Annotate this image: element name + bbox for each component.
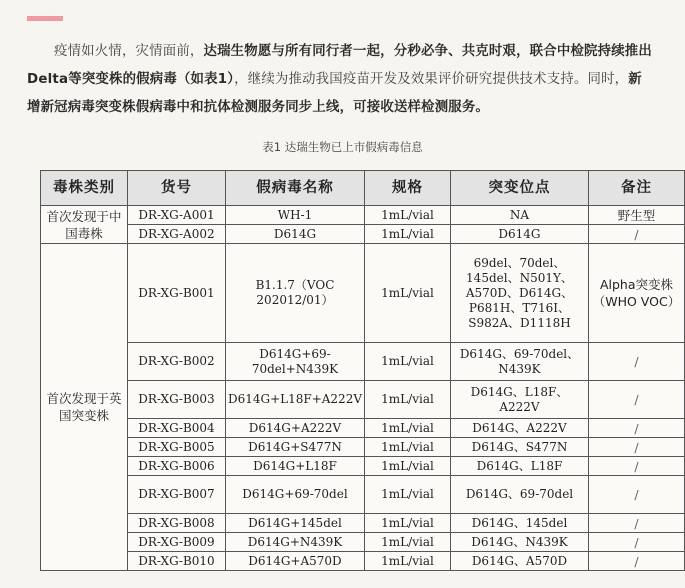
category-cell: 首次发现于英国突变株 bbox=[41, 244, 128, 571]
catalog-number-cell: DR-XG-B004 bbox=[127, 419, 225, 438]
header-remarks: 备注 bbox=[588, 171, 684, 206]
header-mutation-sites: 突变位点 bbox=[450, 171, 588, 206]
catalog-number-cell: DR-XG-B005 bbox=[127, 438, 225, 457]
table-row bbox=[41, 476, 685, 514]
accent-bar bbox=[27, 16, 63, 21]
spec-cell: 1mL/vial bbox=[365, 552, 451, 571]
spec-cell: 1mL/vial bbox=[365, 244, 451, 343]
catalog-number-cell: DR-XG-B003 bbox=[127, 381, 225, 419]
mutation-cell: 69del、70del、145del、N501Y、A570D、D614G、P681H、T716I、S982A、D1118H bbox=[450, 244, 588, 343]
pseudovirus-name-cell: D614G+A570D bbox=[225, 552, 364, 571]
table-row bbox=[41, 225, 685, 244]
catalog-number-cell: DR-XG-B010 bbox=[127, 552, 225, 571]
remark-cell: / bbox=[588, 552, 684, 571]
paragraph-bold-1: 达瑞生物愿与所有同行者一起，分秒必争、共克时艰，联合中检院持续推出Delta等突变株的假病毒（如表1） bbox=[27, 44, 652, 87]
pseudovirus-name-cell: D614G+145del bbox=[225, 514, 364, 533]
mutation-cell: D614G、69-70del bbox=[450, 476, 588, 514]
spec-cell: 1mL/vial bbox=[365, 225, 451, 244]
header-catalog-number: 货号 bbox=[127, 171, 225, 206]
table-row bbox=[41, 343, 685, 381]
table-row bbox=[41, 206, 685, 225]
table-row bbox=[41, 438, 685, 457]
header-category: 毒株类别 bbox=[41, 171, 128, 206]
catalog-number-cell: DR-XG-B002 bbox=[127, 343, 225, 381]
table-header-row bbox=[41, 171, 685, 206]
remark-cell: / bbox=[588, 457, 684, 476]
mutation-cell: D614G、N439K bbox=[450, 533, 588, 552]
catalog-number-cell: DR-XG-B009 bbox=[127, 533, 225, 552]
remark-cell: / bbox=[588, 419, 684, 438]
remark-cell: / bbox=[588, 533, 684, 552]
catalog-number-cell: DR-XG-B001 bbox=[127, 244, 225, 343]
table-row bbox=[41, 514, 685, 533]
catalog-number-cell: DR-XG-B006 bbox=[127, 457, 225, 476]
category-cell: 首次发现于中国毒株 bbox=[41, 206, 128, 244]
mutation-cell: D614G、A222V bbox=[450, 419, 588, 438]
table-row bbox=[41, 419, 685, 438]
remark-cell: 野生型 bbox=[588, 206, 684, 225]
pseudovirus-name-cell: D614G+A222V bbox=[225, 419, 364, 438]
mutation-cell: D614G、69-70del、N439K bbox=[450, 343, 588, 381]
spec-cell: 1mL/vial bbox=[365, 206, 451, 225]
pseudovirus-name-cell: D614G+69-70del+N439K bbox=[225, 343, 364, 381]
mutation-cell: D614G、S477N bbox=[450, 438, 588, 457]
pseudovirus-name-cell: D614G+N439K bbox=[225, 533, 364, 552]
remark-cell: / bbox=[588, 438, 684, 457]
spec-cell: 1mL/vial bbox=[365, 438, 451, 457]
remark-cell: / bbox=[588, 225, 684, 244]
remark-cell: / bbox=[588, 514, 684, 533]
pseudovirus-name-cell: D614G+L18F bbox=[225, 457, 364, 476]
mutation-cell: D614G、145del bbox=[450, 514, 588, 533]
spec-cell: 1mL/vial bbox=[365, 457, 451, 476]
table-caption: 表1 达瑞生物已上市假病毒信息 bbox=[262, 140, 423, 154]
mutation-cell: D614G、A570D bbox=[450, 552, 588, 571]
remark-cell: Alpha突变株（WHO VOC） bbox=[588, 244, 684, 343]
pseudovirus-table bbox=[40, 170, 685, 571]
mutation-cell: D614G bbox=[450, 225, 588, 244]
header-spec: 规格 bbox=[365, 171, 451, 206]
catalog-number-cell: DR-XG-A001 bbox=[127, 206, 225, 225]
pseudovirus-name-cell: D614G+L18F+A222V bbox=[225, 381, 364, 419]
table-row bbox=[41, 244, 685, 343]
table-row bbox=[41, 533, 685, 552]
paragraph-part-2: ，继续为推动我国疫苗开发及效果评价研究提供技术支持。同时， bbox=[234, 72, 629, 87]
mutation-cell: NA bbox=[450, 206, 588, 225]
pseudovirus-name-cell: WH-1 bbox=[225, 206, 364, 225]
spec-cell: 1mL/vial bbox=[365, 533, 451, 552]
remark-cell: / bbox=[588, 381, 684, 419]
spec-cell: 1mL/vial bbox=[365, 476, 451, 514]
pseudovirus-name-cell: B1.1.7（VOC 202012/01） bbox=[225, 244, 364, 343]
spec-cell: 1mL/vial bbox=[365, 381, 451, 419]
paragraph-bold-2: 新增新冠病毒突变株假病毒中和抗体检测服务同步上线，可接收送样检测服务。 bbox=[27, 72, 642, 115]
table-row bbox=[41, 381, 685, 419]
table-row bbox=[41, 457, 685, 476]
remark-cell: / bbox=[588, 343, 684, 381]
mutation-cell: D614G、L18F、A222V bbox=[450, 381, 588, 419]
table-row bbox=[41, 552, 685, 571]
remark-cell: / bbox=[588, 476, 684, 514]
catalog-number-cell: DR-XG-B008 bbox=[127, 514, 225, 533]
catalog-number-cell: DR-XG-A002 bbox=[127, 225, 225, 244]
mutation-cell: D614G、L18F bbox=[450, 457, 588, 476]
paragraph-part-1: 疫情如火情，灾情面前， bbox=[54, 44, 204, 59]
spec-cell: 1mL/vial bbox=[365, 419, 451, 438]
pseudovirus-name-cell: D614G+S477N bbox=[225, 438, 364, 457]
header-pseudovirus-name: 假病毒名称 bbox=[225, 171, 364, 206]
pseudovirus-name-cell: D614G bbox=[225, 225, 364, 244]
spec-cell: 1mL/vial bbox=[365, 514, 451, 533]
pseudovirus-name-cell: D614G+69-70del bbox=[225, 476, 364, 514]
spec-cell: 1mL/vial bbox=[365, 343, 451, 381]
catalog-number-cell: DR-XG-B007 bbox=[127, 476, 225, 514]
article-paragraph bbox=[27, 38, 655, 122]
